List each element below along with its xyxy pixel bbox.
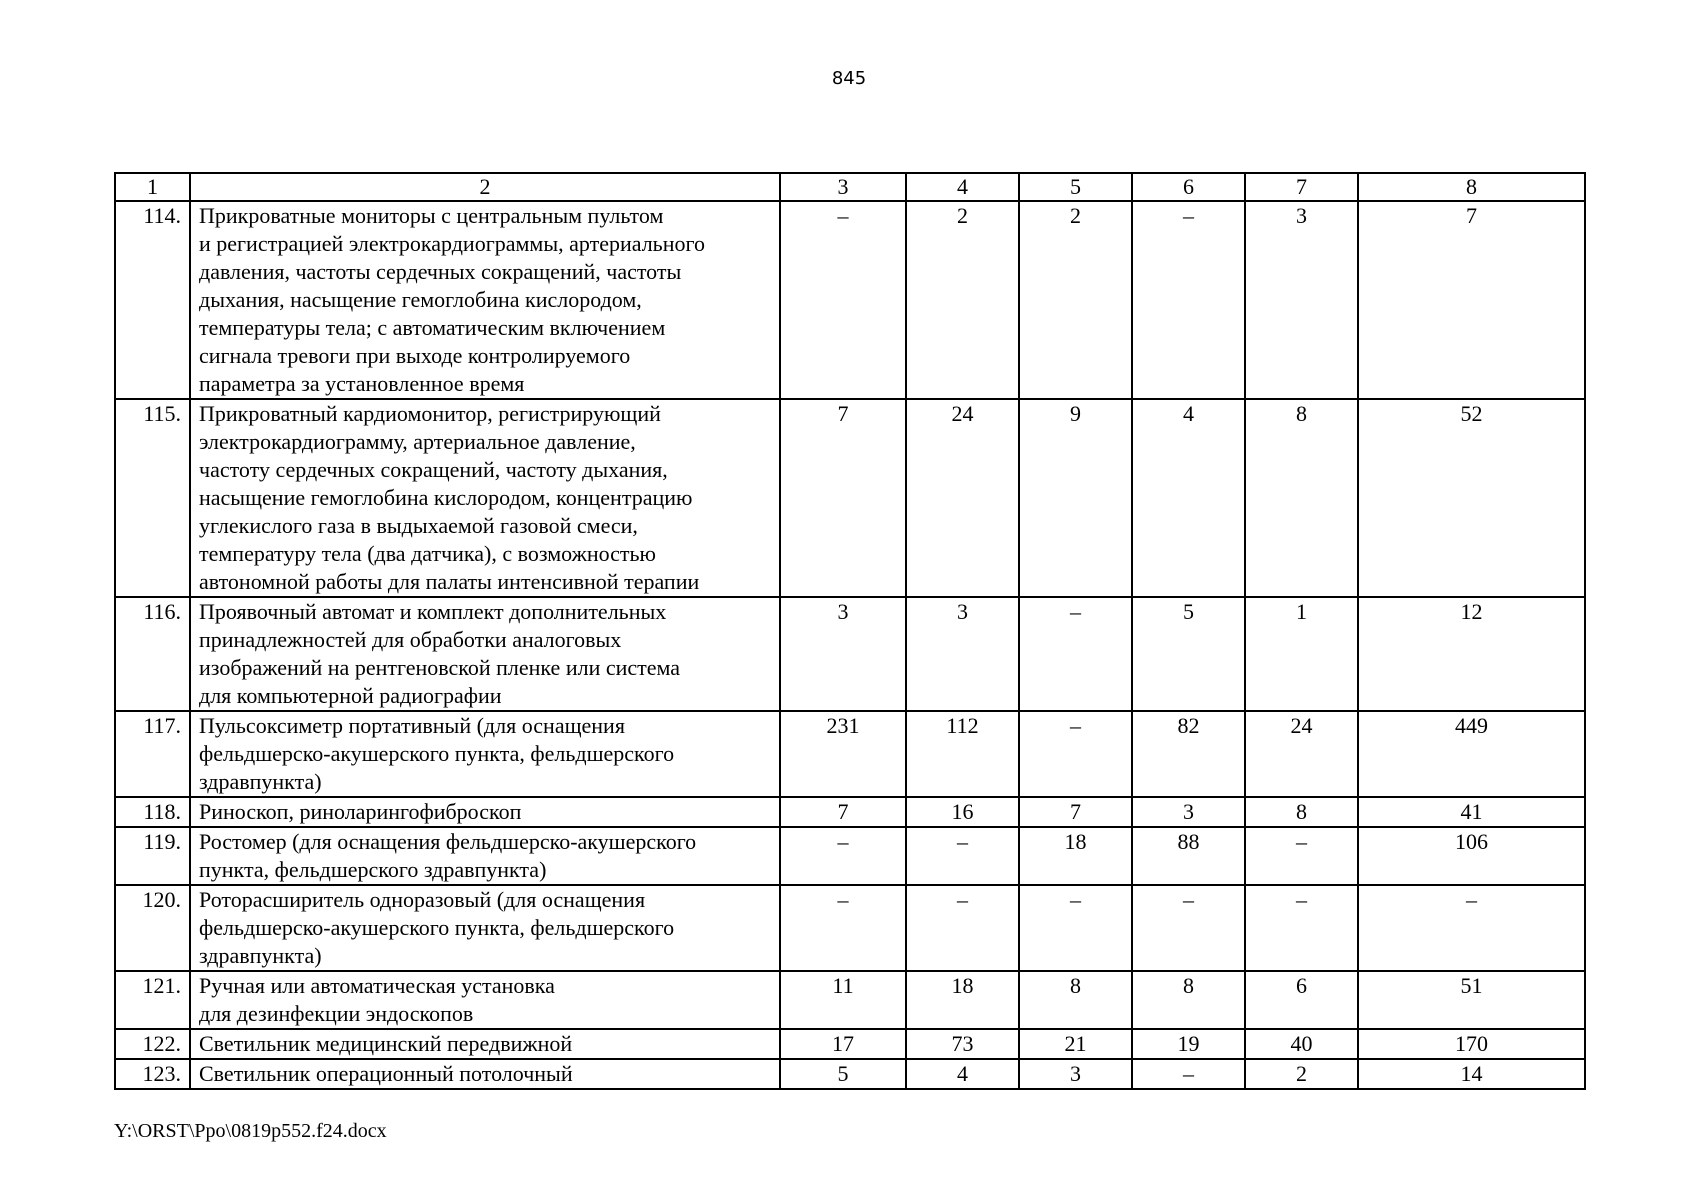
header-cell: 7 [1245,173,1358,201]
equipment-name-line: Ростомер (для оснащения фельдшерско-акушерского [199,829,697,854]
equipment-name-line: Пульсоксиметр портативный (для оснащения [199,713,625,738]
equipment-name-line: изображений на рентгеновской пленке или система [199,655,681,680]
table-row [115,399,1585,597]
equipment-name-line: температуры тела; с автоматическим включением [199,315,666,340]
table-row [115,827,1585,885]
value-cell: 112 [906,711,1019,797]
value-cell: 5 [1132,597,1245,711]
header-row [115,173,1585,201]
value-cell: 24 [1245,711,1358,797]
equipment-name [190,885,780,971]
value-cell: – [780,827,906,885]
equipment-name-line: фельдшерско-акушерского пункта, фельдшерского [199,741,675,766]
value-cell: 106 [1358,827,1585,885]
value-cell: 6 [1245,971,1358,1029]
equipment-name-line: дыхания, насыщение гемоглобина кислородом, [199,287,642,312]
value-cell: – [1132,1059,1245,1089]
header-cell: 2 [190,173,780,201]
value-cell: 7 [780,797,906,827]
page-number: 845 [831,68,867,89]
equipment-name-line: Светильник операционный потолочный [199,1061,573,1086]
value-cell: 2 [1019,201,1132,399]
equipment-name [190,971,780,1029]
value-cell: – [1132,201,1245,399]
table-row [115,201,1585,399]
value-cell: 12 [1358,597,1585,711]
header-cell: 4 [906,173,1019,201]
value-cell: – [906,827,1019,885]
file-path: Y:\ORST\Ppo\0819p552.f24.docx [114,1120,387,1142]
value-cell: 8 [1245,399,1358,597]
value-cell: 8 [1245,797,1358,827]
value-cell: – [1019,711,1132,797]
value-cell: 17 [780,1029,906,1059]
equipment-name-line: углекислого газа в выдыхаемой газовой смеси, [199,513,638,538]
value-cell: 231 [780,711,906,797]
table-row [115,597,1585,711]
row-number: 117. [115,711,190,797]
value-cell: 449 [1358,711,1585,797]
equipment-name-line: частоту сердечных сокращений, частоту дыхания, [199,457,668,482]
value-cell: 19 [1132,1029,1245,1059]
equipment-name-line: давления, частоты сердечных сокращений, частоты [199,259,682,284]
value-cell: 9 [1019,399,1132,597]
equipment-name-line: температуру тела (два датчика), с возможностью [199,541,656,566]
value-cell: 3 [780,597,906,711]
row-number: 118. [115,797,190,827]
value-cell: 18 [1019,827,1132,885]
value-cell: 1 [1245,597,1358,711]
table-row [115,1029,1585,1059]
value-cell: 82 [1132,711,1245,797]
header-cell: 5 [1019,173,1132,201]
value-cell: 8 [1019,971,1132,1029]
value-cell: – [906,885,1019,971]
value-cell: 11 [780,971,906,1029]
value-cell: – [1132,885,1245,971]
table-body [115,173,1585,1089]
table-row [115,711,1585,797]
value-cell: 5 [780,1059,906,1089]
equipment-name-line: для компьютерной радиографии [199,683,502,708]
value-cell: 2 [906,201,1019,399]
value-cell: – [1358,885,1585,971]
equipment-name-line: для дезинфекции эндоскопов [199,1001,474,1026]
row-number: 120. [115,885,190,971]
header-cell: 1 [115,173,190,201]
table-row [115,885,1585,971]
header-cell: 6 [1132,173,1245,201]
equipment-name-line: параметра за установленное время [199,371,525,396]
value-cell: 4 [1132,399,1245,597]
value-cell: 21 [1019,1029,1132,1059]
equipment-name [190,827,780,885]
value-cell: 88 [1132,827,1245,885]
value-cell: 24 [906,399,1019,597]
row-number: 116. [115,597,190,711]
equipment-name [190,201,780,399]
value-cell: 41 [1358,797,1585,827]
equipment-name-line: Прикроватный кардиомонитор, регистрирующий [199,401,661,426]
equipment-name-line: здравпункта) [199,769,322,794]
row-number: 122. [115,1029,190,1059]
header-cell: 8 [1358,173,1585,201]
value-cell: 51 [1358,971,1585,1029]
value-cell: – [1245,827,1358,885]
value-cell: 3 [906,597,1019,711]
value-cell: 73 [906,1029,1019,1059]
value-cell: 16 [906,797,1019,827]
equipment-name [190,1029,780,1059]
table-row [115,797,1585,827]
equipment-name-line: здравпункта) [199,943,322,968]
equipment-name-line: сигнала тревоги при выходе контролируемого [199,343,631,368]
row-number: 119. [115,827,190,885]
value-cell: 8 [1132,971,1245,1029]
equipment-name-line: фельдшерско-акушерского пункта, фельдшерского [199,915,675,940]
value-cell: 2 [1245,1059,1358,1089]
value-cell: 170 [1358,1029,1585,1059]
value-cell: 40 [1245,1029,1358,1059]
equipment-name [190,399,780,597]
value-cell: – [1019,885,1132,971]
equipment-name-line: Риноскоп, риноларингофиброскоп [199,799,522,824]
table-row [115,971,1585,1029]
value-cell: 3 [1132,797,1245,827]
equipment-name [190,1059,780,1089]
equipment-name-line: пункта, фельдшерского здравпункта) [199,857,547,882]
value-cell: – [780,201,906,399]
equipment-name-line: Прикроватные мониторы с центральным пультом [199,203,664,228]
value-cell: 18 [906,971,1019,1029]
row-number: 123. [115,1059,190,1089]
value-cell: – [1245,885,1358,971]
equipment-name [190,797,780,827]
equipment-table [114,172,1586,1090]
value-cell: 52 [1358,399,1585,597]
value-cell: – [1019,597,1132,711]
value-cell: – [780,885,906,971]
equipment-name-line: Роторасширитель одноразовый (для оснащения [199,887,646,912]
equipment-name-line: принадлежностей для обработки аналоговых [199,627,622,652]
value-cell: 7 [1019,797,1132,827]
value-cell: 7 [780,399,906,597]
value-cell: 7 [1358,201,1585,399]
equipment-name-line: Проявочный автомат и комплект дополнительных [199,599,667,624]
equipment-name-line: насыщение гемоглобина кислородом, концентрацию [199,485,693,510]
row-number: 114. [115,201,190,399]
row-number: 121. [115,971,190,1029]
equipment-name-line: Светильник медицинский передвижной [199,1031,573,1056]
value-cell: 3 [1019,1059,1132,1089]
table-row [115,1059,1585,1089]
equipment-name [190,711,780,797]
equipment-name-line: Ручная или автоматическая установка [199,973,555,998]
header-cell: 3 [780,173,906,201]
equipment-name-line: и регистрацией электрокардиограммы, артериального [199,231,705,256]
equipment-name-line: электрокардиограмму, артериальное давление, [199,429,636,454]
value-cell: 4 [906,1059,1019,1089]
row-number: 115. [115,399,190,597]
equipment-name [190,597,780,711]
value-cell: 3 [1245,201,1358,399]
equipment-name-line: автономной работы для палаты интенсивной терапии [199,569,700,594]
value-cell: 14 [1358,1059,1585,1089]
